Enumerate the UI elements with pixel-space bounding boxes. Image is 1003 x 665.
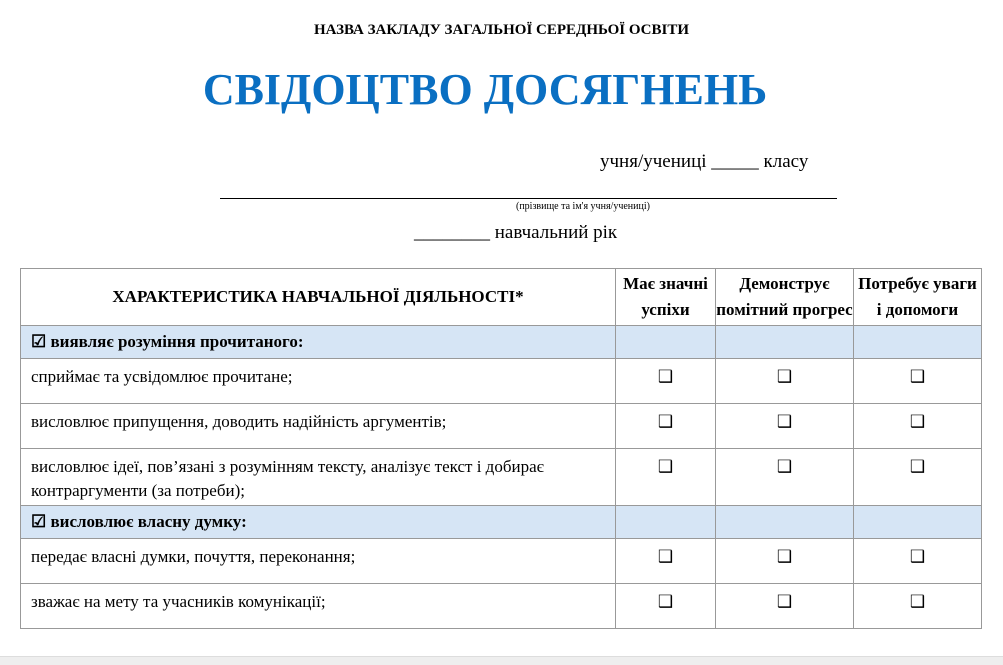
table-row	[21, 359, 982, 404]
checkbox-icon[interactable]: ❑	[716, 404, 854, 449]
section-row	[21, 326, 982, 359]
document-title: СВІДОЦТВО ДОСЯГНЕНЬ	[202, 65, 768, 114]
name-caption: (прізвище та ім'я учня/учениці)	[516, 201, 650, 212]
checkbox-icon[interactable]: ❑	[854, 539, 982, 584]
header-significant-success: Має значні успіхи	[616, 269, 716, 326]
checkbox-icon[interactable]: ❑	[716, 539, 854, 584]
criterion-text: висловлює припущення, доводить надійність аргументів;	[21, 404, 616, 449]
table-row	[21, 584, 982, 629]
checkbox-icon[interactable]: ❑	[616, 404, 716, 449]
checkbox-icon[interactable]: ❑	[616, 449, 716, 506]
table-row	[21, 539, 982, 584]
section-row	[21, 506, 982, 539]
checkbox-icon[interactable]: ❑	[716, 359, 854, 404]
section-title: ☑ виявляє розуміння прочитаного:	[21, 326, 616, 359]
checkbox-icon[interactable]: ❑	[616, 359, 716, 404]
header-needs-help: Потребує уваги і допомоги	[854, 269, 982, 326]
checkbox-icon[interactable]: ❑	[854, 584, 982, 629]
institution-name: НАЗВА ЗАКЛАДУ ЗАГАЛЬНОЇ СЕРЕДНЬОЇ ОСВІТИ	[313, 22, 690, 38]
table-row	[21, 404, 982, 449]
criterion-text: передає власні думки, почуття, переконання;	[21, 539, 616, 584]
table-row	[21, 449, 982, 506]
academic-year-line: ________ навчальний рік	[414, 222, 618, 243]
checkbox-icon[interactable]: ❑	[854, 449, 982, 506]
checkbox-icon[interactable]: ❑	[854, 404, 982, 449]
section-title: ☑ висловлює власну думку:	[21, 506, 616, 539]
class-line: учня/учениці _____ класу	[600, 151, 809, 172]
name-line	[220, 198, 837, 199]
header-characteristic: ХАРАКТЕРИСТИКА НАВЧАЛЬНОЇ ДІЯЛЬНОСТІ*	[21, 269, 616, 326]
table-header	[21, 269, 982, 326]
header-progress: Демонструє помітний прогрес	[716, 269, 854, 326]
checkbox-icon[interactable]: ❑	[616, 584, 716, 629]
criterion-text: зважає на мету та учасників комунікації;	[21, 584, 616, 629]
checkbox-icon[interactable]: ❑	[716, 584, 854, 629]
criterion-text: висловлює ідеї, пов’язані з розумінням тексту, аналізує текст і добирає контраргументи (за потреби);	[21, 449, 616, 506]
checkbox-icon[interactable]: ❑	[716, 449, 854, 506]
achievements-table	[20, 268, 982, 629]
checkbox-icon[interactable]: ❑	[616, 539, 716, 584]
criterion-text: сприймає та усвідомлює прочитане;	[21, 359, 616, 404]
checkbox-icon[interactable]: ❑	[854, 359, 982, 404]
